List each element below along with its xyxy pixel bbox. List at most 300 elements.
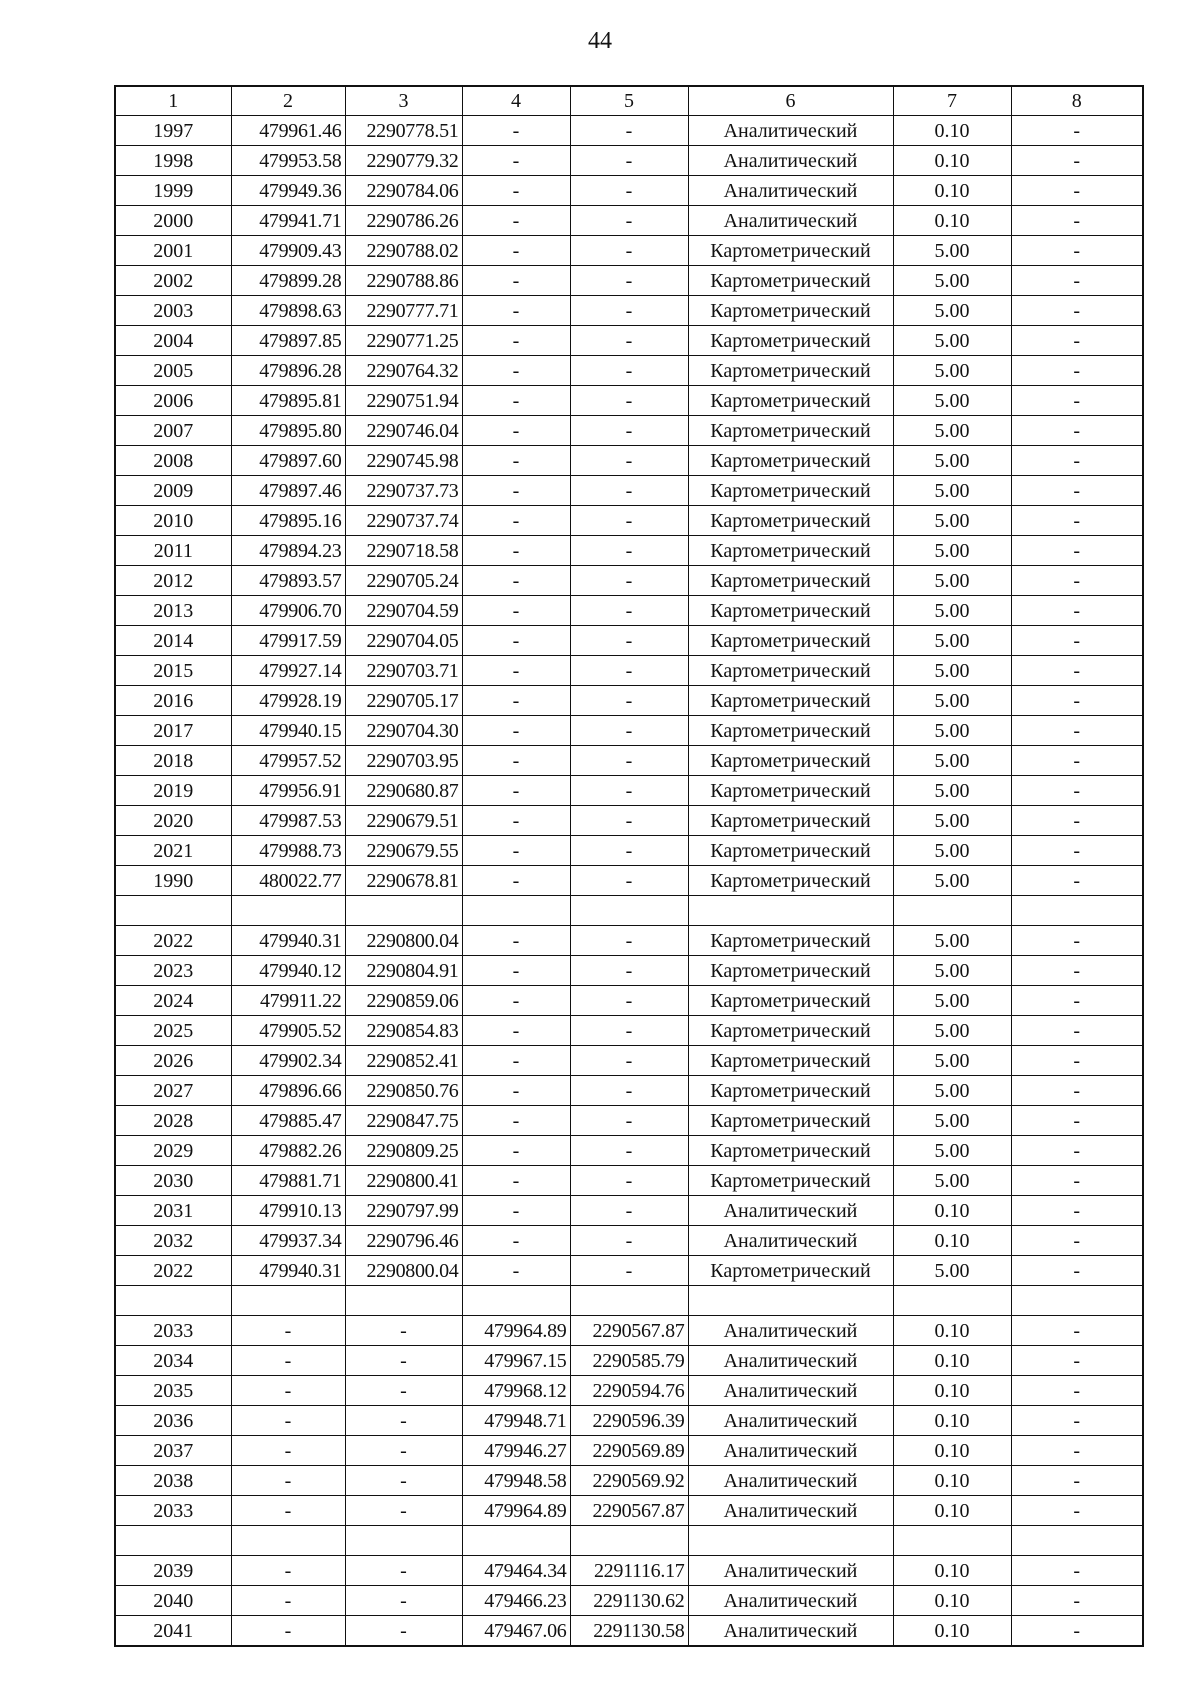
table-cell-col-4: 479946.27 bbox=[462, 1436, 570, 1466]
table-cell-col-7: 5.00 bbox=[893, 1136, 1011, 1166]
table-row bbox=[115, 1076, 1143, 1106]
table-cell-col-6: Картометрический bbox=[688, 746, 893, 776]
table-cell-col-3: 2290737.73 bbox=[345, 476, 462, 506]
table-cell-col-7: 0.10 bbox=[893, 1406, 1011, 1436]
table-row bbox=[115, 1016, 1143, 1046]
table-cell-col-1: 2022 bbox=[115, 926, 231, 956]
table-cell-col-7: 5.00 bbox=[893, 566, 1011, 596]
table-cell-col-7: 0.10 bbox=[893, 1496, 1011, 1526]
table-cell-col-6: Картометрический bbox=[688, 1076, 893, 1106]
table-row bbox=[115, 956, 1143, 986]
table-cell-col-5: - bbox=[570, 1166, 688, 1196]
table-cell-col-7: 0.10 bbox=[893, 1346, 1011, 1376]
table-cell-col-5: - bbox=[570, 296, 688, 326]
table-cell-col-5: 2290569.89 bbox=[570, 1436, 688, 1466]
table-cell-col-7: 0.10 bbox=[893, 1586, 1011, 1616]
table-cell-col-1: 2036 bbox=[115, 1406, 231, 1436]
header-row bbox=[115, 86, 1143, 116]
table-cell-col-1: 2016 bbox=[115, 686, 231, 716]
table-cell-col-1 bbox=[115, 1286, 231, 1316]
table-cell-col-6: Аналитический bbox=[688, 1346, 893, 1376]
table-cell-col-7: 5.00 bbox=[893, 356, 1011, 386]
table-cell-col-6 bbox=[688, 1286, 893, 1316]
table-cell-col-1: 2005 bbox=[115, 356, 231, 386]
table-cell-col-4: - bbox=[462, 626, 570, 656]
table-cell-col-7: 5.00 bbox=[893, 446, 1011, 476]
table-cell-col-1: 2004 bbox=[115, 326, 231, 356]
table-cell-col-6: Картометрический bbox=[688, 1046, 893, 1076]
table-row bbox=[115, 1586, 1143, 1616]
table-cell-col-4: - bbox=[462, 806, 570, 836]
table-cell-col-5 bbox=[570, 1286, 688, 1316]
table-row bbox=[115, 1196, 1143, 1226]
table-cell-col-8: - bbox=[1011, 1466, 1143, 1496]
table-cell-col-2: 479902.34 bbox=[231, 1046, 345, 1076]
table-cell-col-8 bbox=[1011, 1286, 1143, 1316]
table-cell-col-4: 479467.06 bbox=[462, 1616, 570, 1647]
table-cell-col-5: - bbox=[570, 506, 688, 536]
table-row bbox=[115, 236, 1143, 266]
table-cell-col-8: - bbox=[1011, 776, 1143, 806]
table-cell-col-6: Картометрический bbox=[688, 266, 893, 296]
table-cell-col-5: 2290594.76 bbox=[570, 1376, 688, 1406]
table-cell-col-8: - bbox=[1011, 176, 1143, 206]
table-cell-col-3: 2290788.02 bbox=[345, 236, 462, 266]
table-cell-col-5: - bbox=[570, 116, 688, 146]
table-cell-col-6: Аналитический bbox=[688, 1316, 893, 1346]
table-cell-col-5: - bbox=[570, 266, 688, 296]
table-cell-col-7: 0.10 bbox=[893, 1226, 1011, 1256]
column-header: 6 bbox=[688, 86, 893, 116]
table-cell-col-5: - bbox=[570, 206, 688, 236]
table-cell-col-1: 2026 bbox=[115, 1046, 231, 1076]
table-cell-col-8: - bbox=[1011, 686, 1143, 716]
table-cell-col-1: 2006 bbox=[115, 386, 231, 416]
table-row bbox=[115, 1346, 1143, 1376]
table-cell-col-2: 479898.63 bbox=[231, 296, 345, 326]
table-cell-col-6: Аналитический bbox=[688, 1586, 893, 1616]
table-cell-col-5: - bbox=[570, 446, 688, 476]
table-cell-col-8: - bbox=[1011, 836, 1143, 866]
table-cell-col-3: 2290704.05 bbox=[345, 626, 462, 656]
table-cell-col-1: 2038 bbox=[115, 1466, 231, 1496]
table-cell-col-8: - bbox=[1011, 296, 1143, 326]
table-cell-col-5: 2291130.62 bbox=[570, 1586, 688, 1616]
table-cell-col-8: - bbox=[1011, 1076, 1143, 1106]
table-cell-col-8: - bbox=[1011, 1226, 1143, 1256]
table-cell-col-4: - bbox=[462, 296, 570, 326]
table-row bbox=[115, 1436, 1143, 1466]
table-cell-col-5: - bbox=[570, 236, 688, 266]
table-cell-col-1: 2035 bbox=[115, 1376, 231, 1406]
table-cell-col-2: 479896.66 bbox=[231, 1076, 345, 1106]
table-cell-col-3: 2290800.41 bbox=[345, 1166, 462, 1196]
table-cell-col-8: - bbox=[1011, 806, 1143, 836]
table-row bbox=[115, 1316, 1143, 1346]
table-cell-col-1: 2002 bbox=[115, 266, 231, 296]
table-cell-col-8: - bbox=[1011, 1436, 1143, 1466]
table-cell-col-7: 0.10 bbox=[893, 146, 1011, 176]
table-cell-col-7: 5.00 bbox=[893, 986, 1011, 1016]
table-cell-col-1: 2013 bbox=[115, 596, 231, 626]
table-cell-col-8: - bbox=[1011, 1496, 1143, 1526]
table-cell-col-7: 5.00 bbox=[893, 1016, 1011, 1046]
table-cell-col-1: 2020 bbox=[115, 806, 231, 836]
table-cell-col-8: - bbox=[1011, 326, 1143, 356]
table-cell-col-8: - bbox=[1011, 746, 1143, 776]
table-cell-col-6: Картометрический bbox=[688, 416, 893, 446]
table-cell-col-4: - bbox=[462, 566, 570, 596]
table-cell-col-2: - bbox=[231, 1556, 345, 1586]
table-cell-col-4: - bbox=[462, 656, 570, 686]
table-row bbox=[115, 416, 1143, 446]
table-cell-col-4: - bbox=[462, 716, 570, 746]
table-cell-col-7 bbox=[893, 896, 1011, 926]
table-cell-col-2: 479881.71 bbox=[231, 1166, 345, 1196]
table-cell-col-1: 2003 bbox=[115, 296, 231, 326]
table-cell-col-4: - bbox=[462, 956, 570, 986]
column-header: 2 bbox=[231, 86, 345, 116]
page-number: 44 bbox=[588, 28, 612, 54]
table-cell-col-3: 2290764.32 bbox=[345, 356, 462, 386]
column-header: 1 bbox=[115, 86, 231, 116]
table-cell-col-4: 479964.89 bbox=[462, 1496, 570, 1526]
table-cell-col-2: 479940.31 bbox=[231, 1256, 345, 1286]
table-cell-col-8: - bbox=[1011, 386, 1143, 416]
table-cell-col-6: Аналитический bbox=[688, 1466, 893, 1496]
table-cell-col-5 bbox=[570, 1526, 688, 1556]
table-cell-col-6: Картометрический bbox=[688, 776, 893, 806]
table-cell-col-7: 0.10 bbox=[893, 206, 1011, 236]
table-cell-col-6: Картометрический bbox=[688, 686, 893, 716]
table-row bbox=[115, 326, 1143, 356]
table-cell-col-1: 2012 bbox=[115, 566, 231, 596]
table-cell-col-4: - bbox=[462, 836, 570, 866]
table-cell-col-5: - bbox=[570, 1196, 688, 1226]
table-cell-col-4 bbox=[462, 896, 570, 926]
table-cell-col-8: - bbox=[1011, 626, 1143, 656]
table-cell-col-5: - bbox=[570, 566, 688, 596]
table-cell-col-2: 479940.12 bbox=[231, 956, 345, 986]
table-cell-col-8: - bbox=[1011, 926, 1143, 956]
table-row bbox=[115, 1556, 1143, 1586]
table-cell-col-7: 5.00 bbox=[893, 266, 1011, 296]
table-row bbox=[115, 506, 1143, 536]
table-cell-col-6: Аналитический bbox=[688, 1406, 893, 1436]
table-cell-col-5: - bbox=[570, 956, 688, 986]
table-cell-col-7: 0.10 bbox=[893, 1436, 1011, 1466]
table-cell-col-7: 0.10 bbox=[893, 1376, 1011, 1406]
table-cell-col-8: - bbox=[1011, 1616, 1143, 1647]
table-cell-col-3: 2290680.87 bbox=[345, 776, 462, 806]
table-cell-col-5: 2290596.39 bbox=[570, 1406, 688, 1436]
table-cell-col-6: Картометрический bbox=[688, 476, 893, 506]
table-cell-col-3: 2290854.83 bbox=[345, 1016, 462, 1046]
table-cell-col-8 bbox=[1011, 1526, 1143, 1556]
table-cell-col-6 bbox=[688, 1526, 893, 1556]
table-cell-col-2: - bbox=[231, 1616, 345, 1647]
table-row bbox=[115, 686, 1143, 716]
table-cell-col-3: 2290786.26 bbox=[345, 206, 462, 236]
table-cell-col-6 bbox=[688, 896, 893, 926]
table-row bbox=[115, 1616, 1143, 1647]
table-cell-col-5: - bbox=[570, 776, 688, 806]
table-cell-col-3: 2290800.04 bbox=[345, 926, 462, 956]
table-cell-col-1: 2001 bbox=[115, 236, 231, 266]
table-cell-col-4: 479466.23 bbox=[462, 1586, 570, 1616]
table-cell-col-5: - bbox=[570, 866, 688, 896]
table-cell-col-8: - bbox=[1011, 476, 1143, 506]
table-cell-col-7: 5.00 bbox=[893, 1106, 1011, 1136]
table-cell-col-1: 2022 bbox=[115, 1256, 231, 1286]
column-header: 3 bbox=[345, 86, 462, 116]
table-cell-col-3: 2290850.76 bbox=[345, 1076, 462, 1106]
table-cell-col-8: - bbox=[1011, 1136, 1143, 1166]
table-cell-col-6: Картометрический bbox=[688, 236, 893, 266]
table-cell-col-8: - bbox=[1011, 986, 1143, 1016]
table-cell-col-3 bbox=[345, 1526, 462, 1556]
table-cell-col-6: Аналитический bbox=[688, 116, 893, 146]
table-cell-col-8: - bbox=[1011, 1346, 1143, 1376]
table-row bbox=[115, 926, 1143, 956]
coordinates-table bbox=[114, 85, 1144, 1647]
table-cell-col-7: 5.00 bbox=[893, 1256, 1011, 1286]
table-cell-col-2: 479953.58 bbox=[231, 146, 345, 176]
table-cell-col-5: - bbox=[570, 416, 688, 446]
table-cell-col-5: - bbox=[570, 656, 688, 686]
table-cell-col-3: - bbox=[345, 1436, 462, 1466]
table-cell-col-1: 2008 bbox=[115, 446, 231, 476]
table-cell-col-1: 2025 bbox=[115, 1016, 231, 1046]
table-cell-col-8: - bbox=[1011, 1016, 1143, 1046]
table-cell-col-4: - bbox=[462, 1046, 570, 1076]
table-cell-col-1: 2041 bbox=[115, 1616, 231, 1647]
table-cell-col-1: 2007 bbox=[115, 416, 231, 446]
table-row bbox=[115, 896, 1143, 926]
table-cell-col-2: 479917.59 bbox=[231, 626, 345, 656]
table-cell-col-7: 0.10 bbox=[893, 1196, 1011, 1226]
table-cell-col-5: - bbox=[570, 326, 688, 356]
table-cell-col-1: 2010 bbox=[115, 506, 231, 536]
table-cell-col-5: - bbox=[570, 746, 688, 776]
column-header: 5 bbox=[570, 86, 688, 116]
table-cell-col-2: 479941.71 bbox=[231, 206, 345, 236]
table-cell-col-8: - bbox=[1011, 536, 1143, 566]
table-cell-col-1: 2015 bbox=[115, 656, 231, 686]
table-cell-col-4: - bbox=[462, 146, 570, 176]
table-cell-col-7: 0.10 bbox=[893, 176, 1011, 206]
table-cell-col-3: 2290847.75 bbox=[345, 1106, 462, 1136]
table-cell-col-6: Картометрический bbox=[688, 986, 893, 1016]
table-cell-col-3: - bbox=[345, 1586, 462, 1616]
table-cell-col-4: - bbox=[462, 386, 570, 416]
table-cell-col-2: 479988.73 bbox=[231, 836, 345, 866]
table-cell-col-5: - bbox=[570, 1136, 688, 1166]
table-cell-col-4: - bbox=[462, 116, 570, 146]
table-cell-col-8: - bbox=[1011, 596, 1143, 626]
table-cell-col-3: 2290704.59 bbox=[345, 596, 462, 626]
table-cell-col-7: 5.00 bbox=[893, 296, 1011, 326]
table-cell-col-5: - bbox=[570, 1106, 688, 1136]
column-header: 8 bbox=[1011, 86, 1143, 116]
table-cell-col-7: 5.00 bbox=[893, 596, 1011, 626]
table-cell-col-7: 5.00 bbox=[893, 776, 1011, 806]
table-cell-col-3 bbox=[345, 1286, 462, 1316]
table-cell-col-7: 5.00 bbox=[893, 506, 1011, 536]
table-cell-col-7: 5.00 bbox=[893, 1166, 1011, 1196]
table-cell-col-6: Аналитический bbox=[688, 1226, 893, 1256]
table-cell-col-1: 2014 bbox=[115, 626, 231, 656]
table-cell-col-7: 5.00 bbox=[893, 386, 1011, 416]
table-cell-col-6: Картометрический bbox=[688, 1166, 893, 1196]
table-cell-col-7: 5.00 bbox=[893, 806, 1011, 836]
table-cell-col-4: 479464.34 bbox=[462, 1556, 570, 1586]
table-cell-col-8: - bbox=[1011, 1046, 1143, 1076]
table-cell-col-3: 2290788.86 bbox=[345, 266, 462, 296]
table-cell-col-4: - bbox=[462, 986, 570, 1016]
table-cell-col-3: 2290745.98 bbox=[345, 446, 462, 476]
table-cell-col-4: - bbox=[462, 476, 570, 506]
table-cell-col-4: 479948.71 bbox=[462, 1406, 570, 1436]
table-cell-col-8: - bbox=[1011, 1316, 1143, 1346]
table-cell-col-6: Картометрический bbox=[688, 866, 893, 896]
table-cell-col-5: - bbox=[570, 596, 688, 626]
table-cell-col-2: 479940.31 bbox=[231, 926, 345, 956]
table-cell-col-4: - bbox=[462, 356, 570, 386]
table-cell-col-7: 5.00 bbox=[893, 956, 1011, 986]
table-cell-col-5: 2291130.58 bbox=[570, 1616, 688, 1647]
table-cell-col-3: - bbox=[345, 1466, 462, 1496]
table-cell-col-3: - bbox=[345, 1376, 462, 1406]
table-cell-col-7: 5.00 bbox=[893, 626, 1011, 656]
table-row bbox=[115, 1376, 1143, 1406]
table-cell-col-1: 1999 bbox=[115, 176, 231, 206]
table-cell-col-6: Картометрический bbox=[688, 356, 893, 386]
table-cell-col-2: - bbox=[231, 1376, 345, 1406]
table-cell-col-6: Картометрический bbox=[688, 1106, 893, 1136]
table-cell-col-4: - bbox=[462, 1226, 570, 1256]
table-cell-col-3: - bbox=[345, 1496, 462, 1526]
table-cell-col-4: - bbox=[462, 1136, 570, 1166]
table-cell-col-3: 2290800.04 bbox=[345, 1256, 462, 1286]
table-cell-col-2: 479911.22 bbox=[231, 986, 345, 1016]
table-row bbox=[115, 1496, 1143, 1526]
table-cell-col-7 bbox=[893, 1286, 1011, 1316]
table-cell-col-1: 1998 bbox=[115, 146, 231, 176]
table-cell-col-2: 480022.77 bbox=[231, 866, 345, 896]
table-cell-col-2: 479957.52 bbox=[231, 746, 345, 776]
table-cell-col-6: Картометрический bbox=[688, 446, 893, 476]
table-cell-col-4: - bbox=[462, 176, 570, 206]
table-cell-col-1: 1990 bbox=[115, 866, 231, 896]
table-cell-col-7: 5.00 bbox=[893, 326, 1011, 356]
table-cell-col-7: 5.00 bbox=[893, 866, 1011, 896]
table-cell-col-7: 5.00 bbox=[893, 536, 1011, 566]
table-cell-col-1: 2029 bbox=[115, 1136, 231, 1166]
table-cell-col-4: - bbox=[462, 506, 570, 536]
table-cell-col-6: Картометрический bbox=[688, 566, 893, 596]
table-cell-col-1: 2018 bbox=[115, 746, 231, 776]
table-cell-col-8: - bbox=[1011, 416, 1143, 446]
table-cell-col-8: - bbox=[1011, 656, 1143, 686]
table-cell-col-1: 2017 bbox=[115, 716, 231, 746]
table-cell-col-4: - bbox=[462, 686, 570, 716]
table-row bbox=[115, 986, 1143, 1016]
table-cell-col-2: 479928.19 bbox=[231, 686, 345, 716]
table-cell-col-5: - bbox=[570, 1226, 688, 1256]
table-cell-col-2: 479987.53 bbox=[231, 806, 345, 836]
table-cell-col-3: - bbox=[345, 1346, 462, 1376]
table-cell-col-2: - bbox=[231, 1496, 345, 1526]
table-row bbox=[115, 386, 1143, 416]
table-cell-col-2: 479885.47 bbox=[231, 1106, 345, 1136]
table-row bbox=[115, 1046, 1143, 1076]
table-cell-col-2 bbox=[231, 1526, 345, 1556]
table-cell-col-1: 2009 bbox=[115, 476, 231, 506]
table-row bbox=[115, 596, 1143, 626]
column-header: 7 bbox=[893, 86, 1011, 116]
table-row bbox=[115, 1286, 1143, 1316]
table-cell-col-3: 2290771.25 bbox=[345, 326, 462, 356]
table-cell-col-3: 2290678.81 bbox=[345, 866, 462, 896]
table-cell-col-5: - bbox=[570, 146, 688, 176]
table-cell-col-5: - bbox=[570, 1256, 688, 1286]
table-cell-col-3: - bbox=[345, 1406, 462, 1436]
table-cell-col-2: 479910.13 bbox=[231, 1196, 345, 1226]
table-cell-col-5: - bbox=[570, 716, 688, 746]
table-cell-col-3: 2290751.94 bbox=[345, 386, 462, 416]
table-cell-col-1: 2027 bbox=[115, 1076, 231, 1106]
table-cell-col-2: 479895.81 bbox=[231, 386, 345, 416]
table-cell-col-6: Аналитический bbox=[688, 1496, 893, 1526]
table-cell-col-5: - bbox=[570, 926, 688, 956]
table-cell-col-6: Картометрический bbox=[688, 626, 893, 656]
table-cell-col-8: - bbox=[1011, 1556, 1143, 1586]
table-cell-col-3: 2290679.51 bbox=[345, 806, 462, 836]
table-cell-col-2: 479899.28 bbox=[231, 266, 345, 296]
table-cell-col-2: 479896.28 bbox=[231, 356, 345, 386]
table-row bbox=[115, 716, 1143, 746]
table-cell-col-4: - bbox=[462, 776, 570, 806]
table-cell-col-8: - bbox=[1011, 446, 1143, 476]
table-cell-col-2: - bbox=[231, 1466, 345, 1496]
table-cell-col-4: - bbox=[462, 1106, 570, 1136]
table-cell-col-1 bbox=[115, 896, 231, 926]
table-cell-col-8: - bbox=[1011, 956, 1143, 986]
table-row bbox=[115, 356, 1143, 386]
table-cell-col-4: - bbox=[462, 236, 570, 266]
table-cell-col-3: 2290718.58 bbox=[345, 536, 462, 566]
table-cell-col-5: - bbox=[570, 1016, 688, 1046]
table-cell-col-7: 5.00 bbox=[893, 686, 1011, 716]
table-cell-col-4: - bbox=[462, 866, 570, 896]
table-cell-col-1: 2000 bbox=[115, 206, 231, 236]
table-cell-col-7: 5.00 bbox=[893, 416, 1011, 446]
table-cell-col-6: Картометрический bbox=[688, 596, 893, 626]
table-cell-col-3: - bbox=[345, 1556, 462, 1586]
table-cell-col-1: 2037 bbox=[115, 1436, 231, 1466]
table-cell-col-6: Картометрический bbox=[688, 1256, 893, 1286]
table-row bbox=[115, 776, 1143, 806]
table-cell-col-2: - bbox=[231, 1586, 345, 1616]
table-cell-col-1: 2034 bbox=[115, 1346, 231, 1376]
table-row bbox=[115, 536, 1143, 566]
table-row bbox=[115, 1166, 1143, 1196]
table-row bbox=[115, 1136, 1143, 1166]
table-cell-col-4: - bbox=[462, 1256, 570, 1286]
table-cell-col-8: - bbox=[1011, 1196, 1143, 1226]
table-cell-col-5: - bbox=[570, 476, 688, 506]
